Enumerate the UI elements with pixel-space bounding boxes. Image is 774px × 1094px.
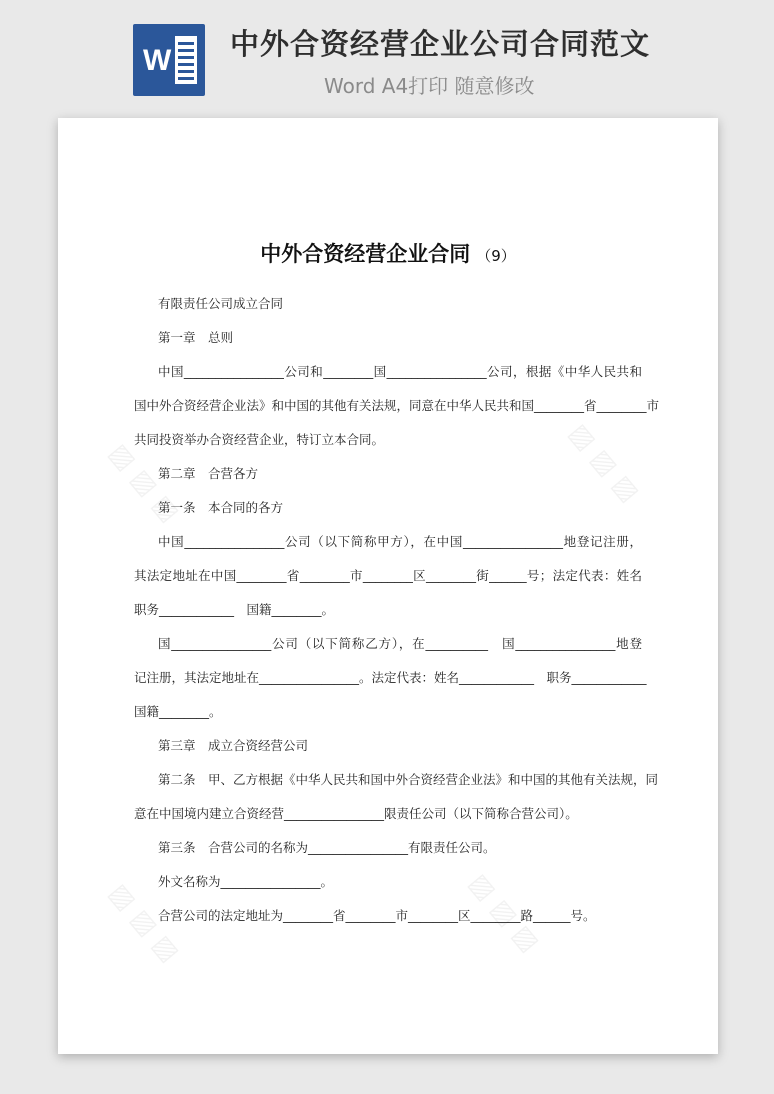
body-line: 国中外合资经营企业法》和中国的其他有关法规，同意在中华人民共和国________省________市 — [134, 398, 660, 413]
watermark: ▨ ▨ ▨ — [102, 878, 185, 968]
chapter-heading: 第一章 总则 — [158, 330, 234, 345]
body-line: 中国________________公司和________国________________公司，根据《中华人民共和 — [158, 364, 642, 379]
document-title — [58, 238, 718, 268]
article-heading: 第一条 本合同的各方 — [158, 500, 284, 515]
document-title-number: （9） — [476, 247, 516, 265]
watermark: ▨ ▨ ▨ — [562, 418, 645, 508]
body-line: 记注册，其法定地址在________________。法定代表：姓名____________ 职务____________ — [134, 670, 647, 685]
chapter-heading: 第三章 成立合资经营公司 — [158, 738, 309, 753]
body-line: 其法定地址在中国________省________市________区________街______号；法定代表：姓名 — [134, 568, 642, 583]
body-line: 国________________公司（以下简称乙方），在__________ 国________________地登 — [158, 636, 642, 651]
body-line: 意在中国境内建立合资经营________________限责任公司（以下简称合营公司）。 — [134, 806, 578, 821]
body-line: 第三条 合营公司的名称为________________有限责任公司。 — [158, 840, 496, 855]
body-line: 合营公司的法定地址为________省________市________区________路______号。 — [158, 908, 596, 923]
chapter-heading: 第二章 合营各方 — [158, 466, 259, 481]
page-header — [0, 0, 774, 118]
document-title-text: 中外合资经营企业合同 — [260, 242, 471, 266]
body-line: 第二条 甲、乙方根据《中华人民共和国中外合资经营企业法》和中国的其他有关法规，同 — [158, 772, 659, 787]
header-subtitle: Word A4打印 随意修改 — [324, 74, 535, 98]
body-line: 有限责任公司成立合同 — [158, 296, 284, 311]
body-line: 中国________________公司（以下简称甲方），在中国________________地登记注册， — [158, 534, 642, 549]
document-page — [58, 118, 718, 1054]
word-logo-letter: W — [143, 44, 172, 77]
header-title: 中外合资经营企业公司合同范文 — [230, 27, 651, 61]
word-icon — [133, 24, 205, 96]
body-line: 外文名称为________________。 — [158, 874, 334, 889]
body-line: 职务____________ 国籍________。 — [134, 602, 335, 617]
document-lines-icon — [175, 36, 197, 84]
body-line: 共同投资举办合资经营企业，特订立本合同。 — [134, 432, 385, 447]
watermark: ▨ ▨ ▨ — [102, 438, 185, 528]
body-line: 国籍________。 — [134, 704, 222, 719]
watermark: ▨ ▨ ▨ — [462, 868, 545, 958]
